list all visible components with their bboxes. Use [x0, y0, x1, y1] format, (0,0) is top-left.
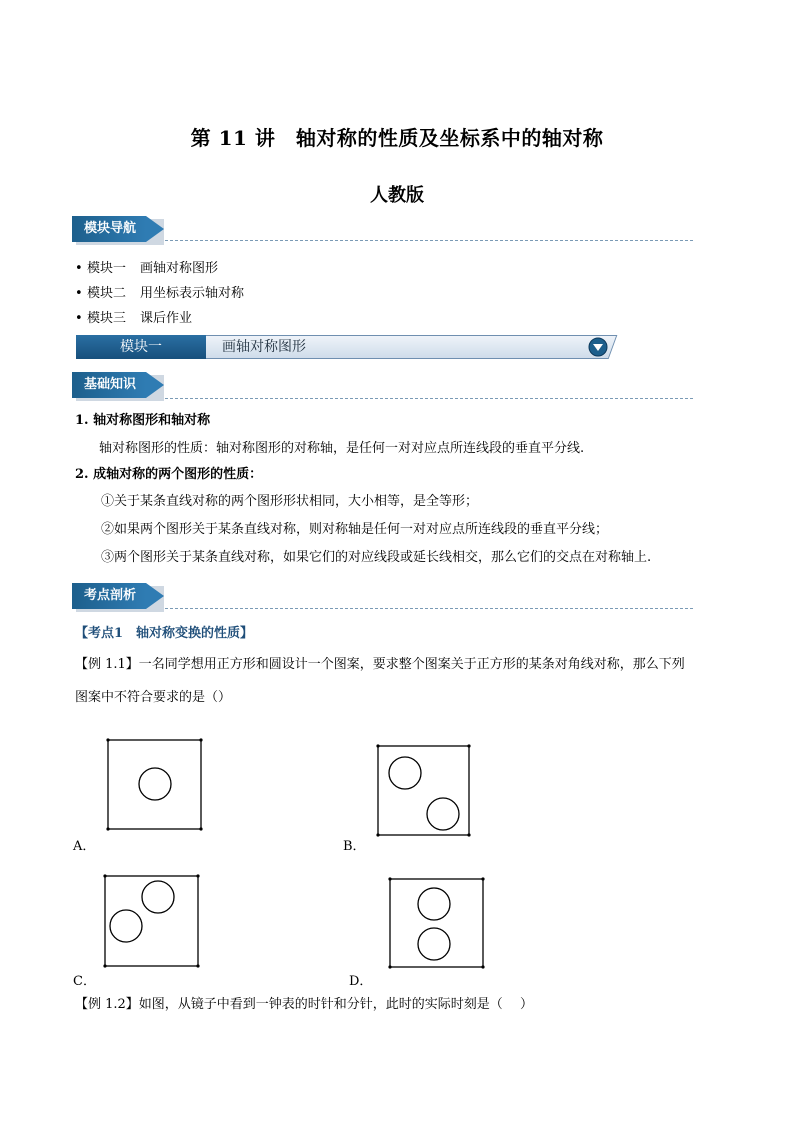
module-nav-tag: 模块导航	[72, 216, 146, 242]
option-b-label: B．	[343, 839, 366, 854]
module-banner	[76, 335, 613, 359]
option-a-figure[interactable]	[105, 737, 205, 832]
nav-item-module1[interactable]: • 模块一 画轴对称图形	[75, 261, 219, 276]
paragraph-1: 轴对称图形的性质：轴对称图形的对称轴，是任何一对对应点所连线段的垂直平分线.	[99, 441, 585, 456]
analysis-tag: 考点剖析	[72, 583, 146, 609]
nav-item-module2[interactable]: • 模块二 用坐标表示轴对称	[75, 286, 245, 301]
property-item-1: ①关于某条直线对称的两个图形形状相同，大小相等，是全等形；	[101, 494, 479, 509]
heading-2: 2. 成轴对称的两个图形的性质：	[75, 467, 263, 482]
option-a-label: A．	[73, 839, 96, 854]
exam-point-heading: 【考点1 轴对称变换的性质】	[75, 626, 254, 641]
square-shape	[105, 876, 198, 966]
chevron-down-icon[interactable]	[588, 337, 608, 357]
section-divider	[165, 240, 693, 241]
square-shape	[108, 740, 201, 829]
option-c-label: C．	[73, 974, 96, 989]
circle-shape	[142, 881, 174, 913]
page-subtitle: 人教版	[370, 185, 424, 206]
square-shape	[378, 746, 469, 835]
option-b-figure[interactable]	[375, 743, 472, 838]
option-d-label: D．	[349, 974, 373, 989]
circle-shape	[418, 888, 450, 920]
property-item-3: ③两个图形关于某条直线对称，如果它们的对应线段或延长线相交，那么它们的交点在对称轴上.	[101, 550, 652, 565]
page-title: 第 11 讲 轴对称的性质及坐标系中的轴对称	[190, 126, 604, 150]
section-divider	[165, 608, 693, 609]
property-item-2: ②如果两个图形关于某条直线对称，则对称轴是任何一对对应点所连线段的垂直平分线；	[101, 522, 609, 537]
circle-shape	[389, 757, 421, 789]
option-c-figure[interactable]	[102, 873, 201, 969]
circle-shape	[418, 928, 450, 960]
circle-shape	[110, 910, 142, 942]
basic-knowledge-tag: 基础知识	[72, 372, 146, 398]
example-1-1-line1: 【例 1.1】一名同学想用正方形和圆设计一个图案，要求整个图案关于正方形的某条对角线对称，那么下列	[75, 657, 685, 672]
circle-shape	[139, 768, 171, 800]
square-shape	[390, 879, 483, 967]
module-banner-title: 画轴对称图形	[222, 339, 306, 355]
heading-1: 1. 轴对称图形和轴对称	[75, 413, 211, 428]
section-divider	[165, 398, 693, 399]
example-1-1-line2: 图案中不符合要求的是（）	[75, 690, 232, 705]
module-banner-label: 模块一	[76, 335, 206, 359]
example-1-2: 【例 1.2】如图，从镜子中看到一钟表的时针和分针，此时的实际时刻是（ ）	[75, 997, 533, 1012]
option-d-figure[interactable]	[387, 876, 486, 970]
nav-item-module3[interactable]: • 模块三 课后作业	[75, 311, 193, 326]
circle-shape	[427, 798, 459, 830]
